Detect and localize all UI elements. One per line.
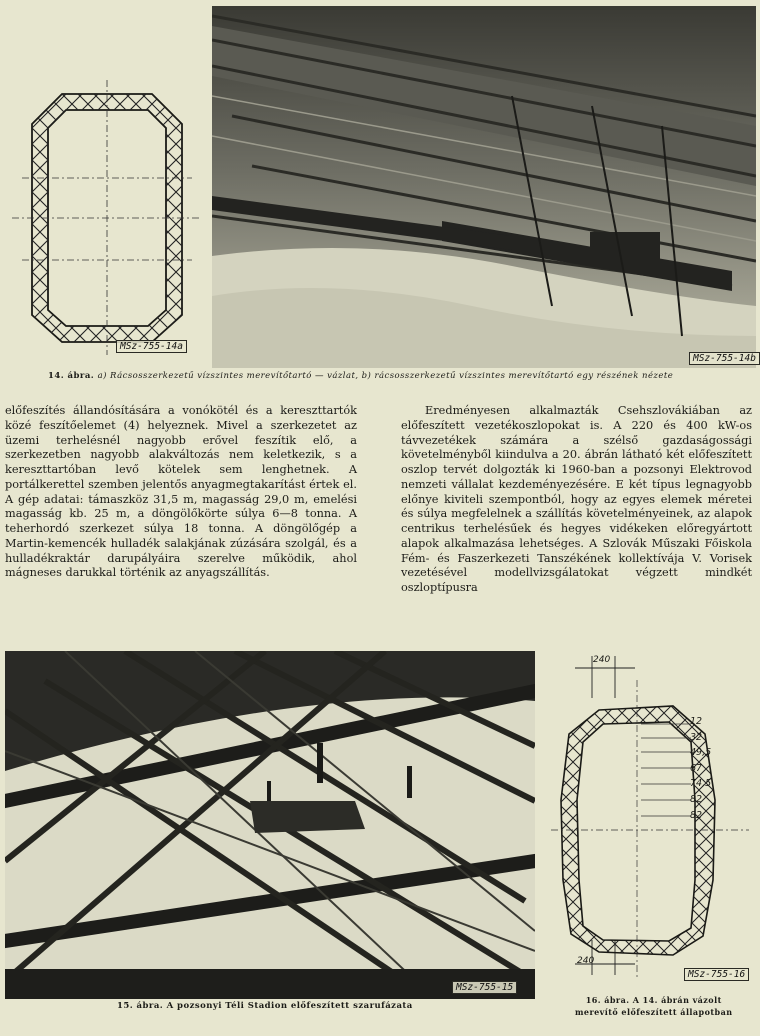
prestressed-girder-diagram bbox=[545, 650, 757, 995]
deflection-value: 82 bbox=[690, 809, 703, 821]
figure-16-caption-line1: 16. ábra. A 14. ábrán vázolt bbox=[585, 995, 722, 1005]
deflection-value: 67 bbox=[690, 762, 703, 774]
left-paragraph: előfeszítés állandósítására a vonókötél és a kereszttartók közé feszítőelemet (4) helyeznek. Mivel a szerkezetet az üzemi terhelésnél nagyobb erővel feszítik elő, a szerkezetben nagyobb alakváltozás nem keletkezik, s a kereszttartóban levő kötelek sem lenghetnek. A portálkerettel szemben jelentős anyagmegtakarítást értek el. A gép adatai: támaszköz 31,5 m, magasság 29,0 m, emelési magasság kb. 25 m, a döngölőkörte súlya 6—8 tonna. A teherhordó szerkezet súlya 18 tonna. A döngölőgép a Martin-kemencék hulladék salakjának zúzására szolgál, és a hulladékraktár darupályáira szerelve működik, ahol mágneses darukkal történik az anyagszállítás. bbox=[5, 404, 357, 580]
figure-code-15: MSz-755-15 bbox=[452, 981, 517, 994]
right-paragraph: Eredményesen alkalmazták Csehszlovákiában az előfeszített vezetékoszlopokat is. A 220 és 400 kW-os távvezetékek számára a szélső gazdaságossági követelményből kiindulva a 20. ábrán látható két előfeszített oszlop tervét dolgozták ki 1960-ban a pozsonyi Elektrovod nemzeti vállalat kezdeményezésére. E két típus legnagyobb előnye kiviteli szempontból, hogy az egyes elemek méretei és súlya megfelelnek a szállítás követelményeinek, az alapok centrikus terhelésűek és hegyes vidékeken előregyártott alapok alkalmazása lehetséges. A Szlovák Műszaki Főiskola Fém- és Faszerkezeti Tanszékének kollektívája V. Vorisek vezetésével modellvizsgálatokat végzett mindkét oszloptípusra bbox=[401, 404, 752, 594]
dimension-bottom: 240 bbox=[577, 956, 595, 966]
figure-16-caption bbox=[575, 994, 732, 1018]
deflection-values bbox=[690, 714, 711, 823]
deflection-value: 12 bbox=[690, 716, 703, 727]
figure-14-number: 14. ábra. bbox=[48, 371, 95, 381]
left-column-text bbox=[5, 404, 357, 581]
deflection-value: 32 bbox=[690, 731, 703, 743]
figure-code-14b: MSz-755-14b bbox=[689, 352, 760, 365]
figure-code-16: MSz-755-16 bbox=[684, 968, 749, 981]
dimension-top: 240 bbox=[593, 655, 611, 665]
figure-15-caption: 15. ábra. A pozsonyi Téli Stadion előfeszített szarufázata bbox=[117, 1001, 413, 1011]
figure-16-caption-line2: merevítő előfeszített állapotban bbox=[575, 1007, 733, 1017]
deflection-value: 74,5 bbox=[690, 778, 712, 790]
figure-14-caption bbox=[48, 371, 673, 381]
right-column-text bbox=[401, 404, 752, 596]
figure-14-text: a) Rácsosszerkezetű vízszintes merevítőtartó — vázlat, b) rácsosszerkezetű vízszintes merevítőtartó egy részének nézete bbox=[97, 371, 674, 381]
stadion-roof-photo bbox=[5, 651, 535, 999]
deflection-value: 82 bbox=[690, 793, 703, 805]
figure-code-14a: MSz-755-14a bbox=[116, 340, 187, 353]
girder-photo bbox=[212, 6, 756, 368]
lattice-girder-sketch bbox=[0, 0, 205, 365]
deflection-value: 49,5 bbox=[690, 747, 712, 759]
